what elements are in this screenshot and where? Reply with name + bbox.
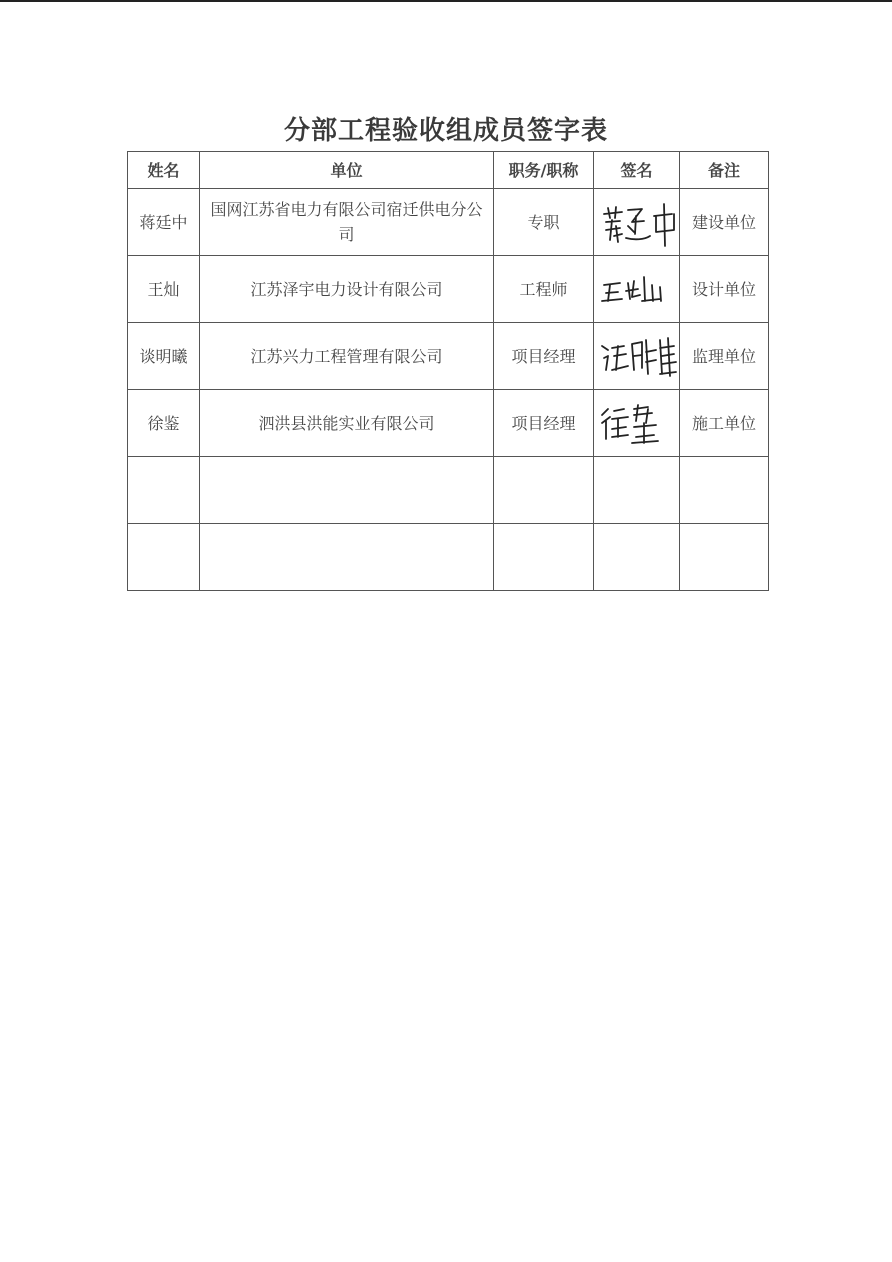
handwritten-signature bbox=[598, 263, 678, 315]
cell-position: 专职 bbox=[494, 189, 594, 256]
cell-remark: 设计单位 bbox=[680, 256, 769, 323]
cell-name bbox=[128, 524, 200, 591]
cell-position: 项目经理 bbox=[494, 323, 594, 390]
cell-remark bbox=[680, 524, 769, 591]
handwritten-signature bbox=[598, 196, 678, 248]
cell-unit: 国网江苏省电力有限公司宿迁供电分公司 bbox=[200, 189, 494, 256]
cell-position bbox=[494, 457, 594, 524]
cell-position bbox=[494, 524, 594, 591]
cell-position: 工程师 bbox=[494, 256, 594, 323]
header-position: 职务/职称 bbox=[494, 152, 594, 189]
table-row bbox=[128, 524, 769, 591]
cell-signature bbox=[594, 189, 680, 256]
header-unit: 单位 bbox=[200, 152, 494, 189]
cell-unit: 泗洪县洪能实业有限公司 bbox=[200, 390, 494, 457]
header-name: 姓名 bbox=[128, 152, 200, 189]
cell-signature bbox=[594, 457, 680, 524]
cell-signature bbox=[594, 390, 680, 457]
cell-name bbox=[128, 457, 200, 524]
cell-name: 谈明曦 bbox=[128, 323, 200, 390]
cell-remark: 监理单位 bbox=[680, 323, 769, 390]
cell-name: 徐鉴 bbox=[128, 390, 200, 457]
cell-position: 项目经理 bbox=[494, 390, 594, 457]
cell-unit: 江苏泽宇电力设计有限公司 bbox=[200, 256, 494, 323]
cell-remark: 施工单位 bbox=[680, 390, 769, 457]
page-title: 分部工程验收组成员签字表 bbox=[283, 116, 608, 146]
cell-unit: 江苏兴力工程管理有限公司 bbox=[200, 323, 494, 390]
cell-unit bbox=[200, 457, 494, 524]
cell-remark: 建设单位 bbox=[680, 189, 769, 256]
signature-table bbox=[127, 151, 769, 591]
table-row bbox=[128, 189, 769, 256]
header-remark: 备注 bbox=[680, 152, 769, 189]
cell-signature bbox=[594, 256, 680, 323]
cell-signature bbox=[594, 524, 680, 591]
table-row bbox=[128, 323, 769, 390]
cell-name: 王灿 bbox=[128, 256, 200, 323]
header-signature: 签名 bbox=[594, 152, 680, 189]
handwritten-signature bbox=[598, 330, 678, 382]
cell-name: 蒋廷中 bbox=[128, 189, 200, 256]
table-row bbox=[128, 256, 769, 323]
table-header-row bbox=[128, 152, 769, 189]
page-top-edge bbox=[0, 0, 892, 2]
handwritten-signature bbox=[598, 397, 678, 449]
cell-remark bbox=[680, 457, 769, 524]
cell-unit bbox=[200, 524, 494, 591]
table-row bbox=[128, 390, 769, 457]
cell-signature bbox=[594, 323, 680, 390]
table-row bbox=[128, 457, 769, 524]
